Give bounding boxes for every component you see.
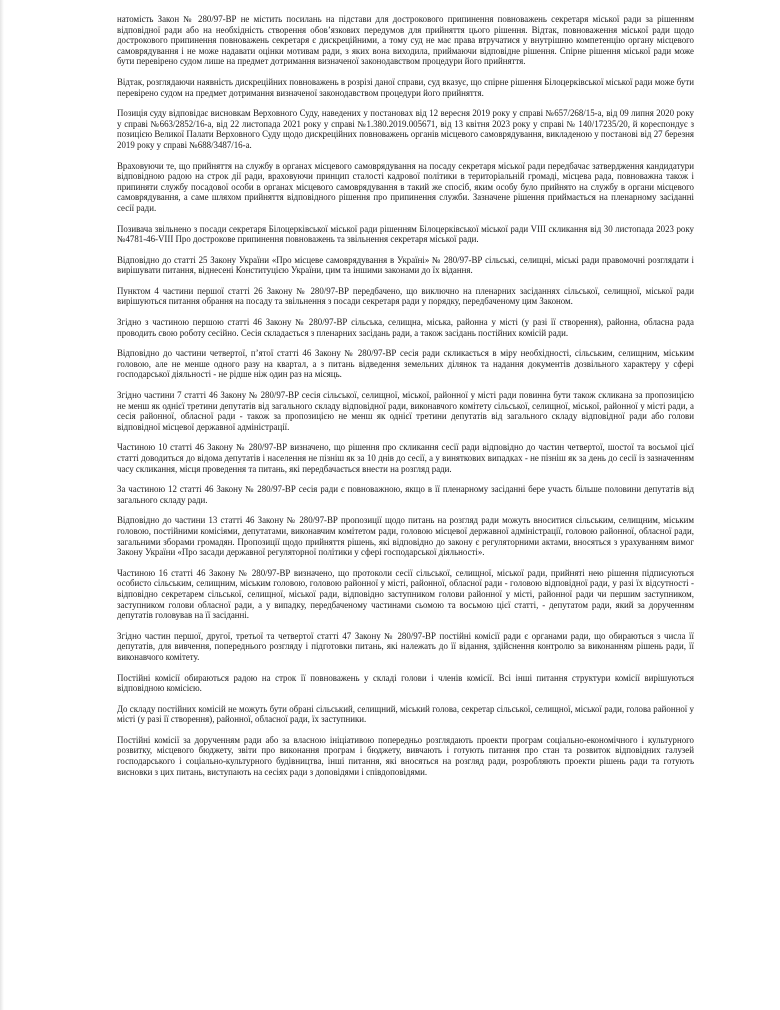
paragraph-14: Частиною 16 статті 46 Закону № 280/97-ВР визначено, що протоколи сесії сільської, селищної, міської ради, прийняті нею рішення підписуються особисто сільським, селищним, міським головою, головою районної у місті, районної, обласної ради - головою відповідної ради, у разі їх відсутності - відповідно секретарем сільської, селищної, міської ради, відповідно заступником голови районної у місті, районної ради чи першим заступником, заступником голови обласної ради, а у випадку, передбаченому частинами сьомою та восьмою цієї статті, - депутатом ради, який за дорученням депутатів головував на її засіданні. — [117, 567, 694, 621]
paragraph-1: натомість Закон № 280/97-ВР не містить посилань на підстави для дострокового припинення повноважень секретаря міської ради за рішенням відповідної ради або на необхідність створення обов’язкових передумов для прийняття цього рішення. Відтак, повноваження міської ради щодо дострокового припинення повноважень секретаря є дискреційними, а тому суд не має права втручатися у внутрішню компетенцію органу місцевого самоврядування і не може надавати оцінки мотивам ради, з яких вона виходила, приймаючи відповідне рішення. Спірне рішення міської ради може бути перевірено судом лише на предмет дотримання визначеної законодавством процедури його прийняття. — [117, 14, 694, 67]
paragraph-4: Враховуючи те, що прийняття на службу в органах місцевого самоврядування на посаду секретаря міської ради передбачає затвердження кандидатури відповідною радою на строк дії ради, враховуючи принцип сталості кадрової політики в територіальній громаді, місцева рада, повноважна також і припиняти службу посадової особи в органах місцевого самоврядування в такий же спосіб, яким особу було прийнято на службу в органи місцевого самоврядування, а саме шляхом прийняття відповідного рішення про припинення служби. Зазначене рішення приймається на пленарному засіданні сесії ради. — [117, 160, 694, 213]
paragraph-9: Відповідно до частини четвертої, п’ятої статті 46 Закону № 280/97-ВР сесія ради скликається в міру необхідності, сільським, селищним, міським головою, але не менше одного разу на квартал, а з питань відведення земельних ділянок та надання документів дозвільного характеру у сфері господарської діяльності - не рідше ніж один раз на місяць. — [117, 348, 694, 380]
paragraph-8: Згідно з частиною першою статті 46 Закону № 280/97-ВР сільська, селищна, міська, районна у місті (у разі її створення), районна, обласна рада проводить свою роботу сесійно. Сесія складається з пленарних засідань ради, а також засідань постійних комісій ради. — [117, 317, 694, 338]
paragraph-17: До складу постійних комісій не можуть бути обрані сільський, селищний, міський голова, секретар сільської, селищної, міської ради, голова районної у місті (у разі її створення), районної, обласної ради, їх заступники. — [117, 703, 694, 725]
paragraph-5: Позивача звільнено з посади секретаря Білоцерківської міської ради рішенням Білоцерківської міської ради VIII скликання від 30 листопада 2023 року №4781-46-VIII Про дострокове припинення повноважень та звільнення секретаря міської ради. — [117, 223, 694, 245]
paragraph-12: За частиною 12 статті 46 Закону № 280/97-ВР сесія ради є повноважною, якщо в її пленарному засіданні бере участь більше половини депутатів від загального складу ради. — [117, 484, 694, 505]
paragraph-7: Пунктом 4 частини першої статті 26 Закону № 280/97-ВР передбачено, що виключно на пленарних засіданнях сільської, селищної, міської ради вирішуються питання обрання на посаду та звільнення з посади секретаря ради у порядку, передбаченому цим Законом. — [117, 285, 694, 307]
paragraph-6: Відповідно до статті 25 Закону України «Про місцеве самоврядування в Україні» № 280/97-ВР сільські, селищні, міські ради правомочні розглядати і вирішувати питання, віднесені Конституцією України, цим та іншими законами до їх відання. — [117, 254, 694, 276]
paragraph-2: Відтак, розглядаючи наявність дискреційних повноважень в розрізі даної справи, суд вказує, що спірне рішення Білоцерківської міської ради може бути перевірено судом на предмет дотримання визначеної законодавством процедури його прийняття. — [117, 76, 694, 98]
paragraph-13: Відповідно до частини 13 статті 46 Закону № 280/97-ВР пропозиції щодо питань на розгляд ради можуть вноситися сільським, селищним, міським головою, постійними комісіями, депутатами, виконавчим комітетом ради, головою місцевої державної адміністрації, головою районної, обласної ради, загальними зборами громадян. Пропозиції щодо прийняття рішень, які відповідно до закону є регуляторними актами, вносяться з урахуванням вимог Закону України «Про засади державної регуляторної політики у сфері господарської діяльності». — [117, 515, 694, 558]
scan-edge-shadow — [0, 0, 4, 1010]
paragraph-15: Згідно частин першої, другої, третьої та четвертої статті 47 Закону № 280/97-ВР постійні комісії ради є органами ради, що обираються з числа її депутатів, для вивчення, попереднього розгляду і підготовки питань, які належать до її відання, здійснення контролю за виконанням рішень ради, її виконавчого комітету. — [117, 630, 694, 662]
paragraph-18: Постійні комісії за дорученням ради або за власною ініціативою попередньо розглядають проекти програм соціально-економічного і культурного розвитку, місцевого бюджету, звіти про виконання програм і бюджету, вивчають і готують питання про стан та розвиток відповідних галузей господарського і соціально-культурного будівництва, інші питання, які вносяться на розгляд ради, розробляють проекти рішень ради та готують висновки з цих питань, виступають на сесіях ради з доповідями і співдоповідями. — [117, 734, 694, 777]
paragraph-10: Згідно частини 7 статті 46 Закону № 280/97-ВР сесія сільської, селищної, міської, районної у місті ради повинна бути також скликана за пропозицією не менш як однієї третини депутатів від загального складу відповідної ради, виконавчого комітету сільської, селищної, міської, районної у місті ради, а сесія районної, обласної ради - також за пропозицією не менш як однієї третини депутатів від загального складу відповідної ради або голови відповідної місцевої державної адміністрації. — [117, 390, 694, 432]
paragraph-3: Позиція суду відповідає висновкам Верховного Суду, наведених у постановах від 12 вересня 2019 року у справі №657/268/15-а, від 09 липня 2020 року у справі №663/2852/16-а, від 22 листопада 2021 року у справі №1.380.2019.005671, від 13 квітня 2023 року у справі № 140/17235/20, й кореспондує з позицією Великої Палати Верховного Суду щодо дискреційних повноважень органів місцевого самоврядування, викладеною у постанові від 27 березня 2019 року у справі №688/3487/16-а. — [117, 108, 694, 150]
paragraph-16: Постійні комісії обираються радою на строк її повноважень у складі голови і членів комісії. Всі інші питання структури комісії вирішуються відповідною комісією. — [117, 672, 694, 694]
paragraph-11: Частиною 10 статті 46 Закону № 280/97-ВР визначено, що рішення про скликання сесії ради відповідно до частин четвертої, шостої та восьмої цієї статті доводиться до відома депутатів і населення не пізніш як за 10 днів до сесії, а у виняткових випадках - не пізніш як за день до сесії із зазначенням часу скликання, місця проведення та питань, які передбачається внести на розгляд ради. — [117, 442, 694, 474]
